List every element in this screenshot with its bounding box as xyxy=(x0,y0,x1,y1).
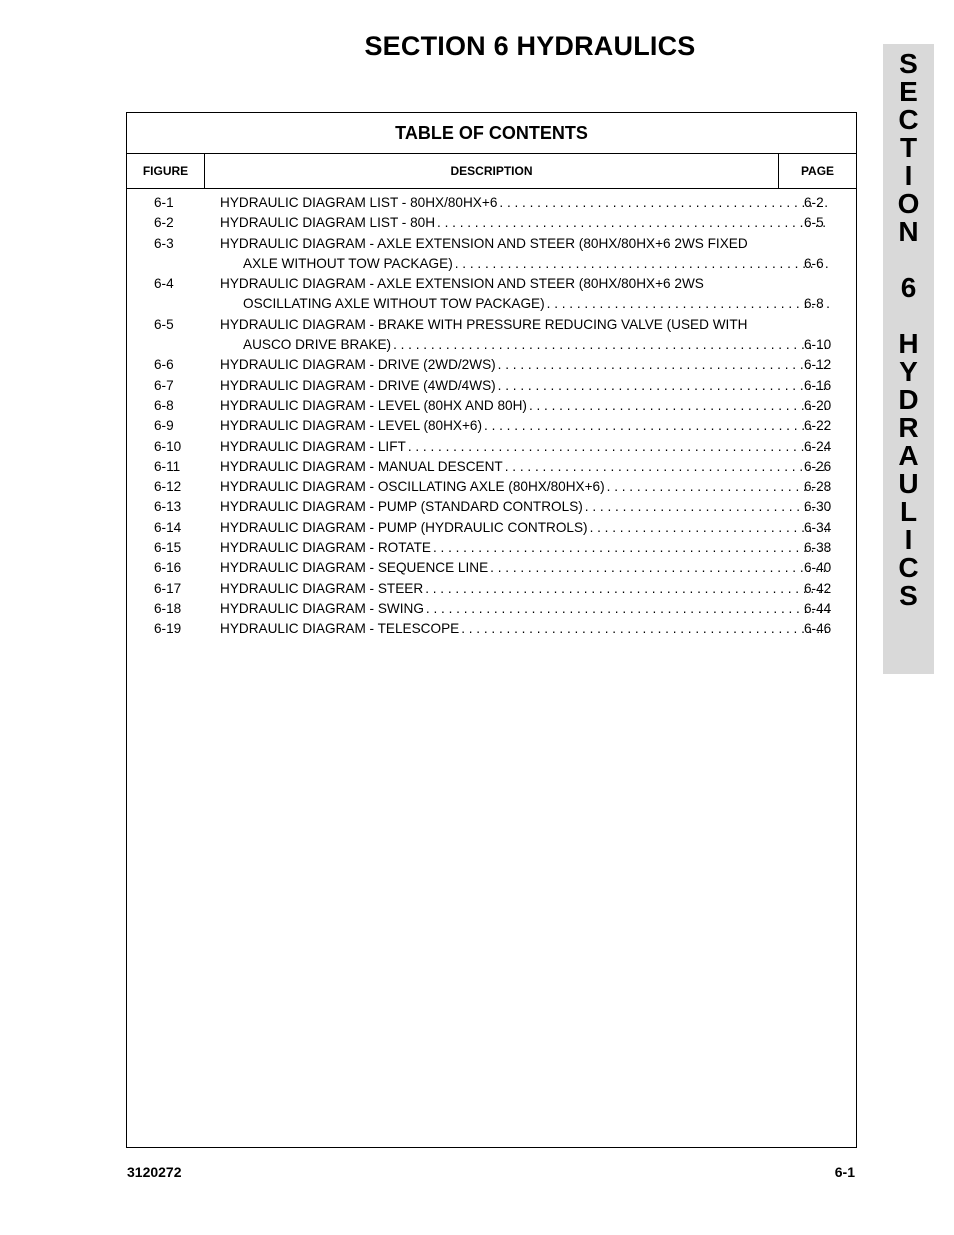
toc-entry-line xyxy=(127,234,856,254)
toc-figure-number: 6-17 xyxy=(154,580,182,596)
toc-entry-line xyxy=(127,497,856,517)
toc-description-text: AXLE WITHOUT TOW PACKAGE) xyxy=(243,255,453,271)
toc-page-number: 6-12 xyxy=(804,357,832,373)
toc-page-number: 6-10 xyxy=(804,337,832,353)
side-tab-letter: T xyxy=(899,132,918,163)
toc-figure-number: 6-4 xyxy=(154,276,174,292)
toc-figure-number: 6-9 xyxy=(154,418,174,434)
toc-description xyxy=(220,558,830,578)
toc-figure-number: 6-19 xyxy=(154,621,182,637)
table-of-contents xyxy=(126,112,857,1148)
toc-description xyxy=(243,335,830,355)
toc-description-text: HYDRAULIC DIAGRAM - PUMP (STANDARD CONTROLS) xyxy=(220,499,583,515)
dot-leader xyxy=(435,213,830,233)
toc-entry-line xyxy=(127,579,856,599)
toc-figure-number: 6-16 xyxy=(154,560,182,576)
side-tab-letter: C xyxy=(898,104,919,135)
toc-entry[interactable] xyxy=(127,457,856,477)
toc-description xyxy=(220,355,830,375)
toc-page-number: 6-30 xyxy=(804,499,832,515)
toc-description xyxy=(243,254,830,274)
toc-entry-line xyxy=(127,558,856,578)
toc-description-text: HYDRAULIC DIAGRAM - SEQUENCE LINE xyxy=(220,560,489,576)
toc-page-number: 6-20 xyxy=(804,397,832,413)
section-side-tab xyxy=(883,44,934,674)
document-number: 3120272 xyxy=(127,1164,182,1180)
toc-description xyxy=(220,579,830,599)
dot-leader xyxy=(588,518,830,538)
column-header-figure: FIGURE xyxy=(127,154,205,188)
side-tab-letter: I xyxy=(904,160,913,191)
toc-entry-line xyxy=(127,315,856,335)
toc-figure-number: 6-18 xyxy=(154,600,182,616)
toc-entry-line xyxy=(127,274,856,294)
dot-leader xyxy=(497,193,830,213)
toc-page-number: 6-6 xyxy=(804,255,824,271)
toc-description xyxy=(220,518,830,538)
column-header-description: DESCRIPTION xyxy=(205,154,779,188)
toc-description-text: HYDRAULIC DIAGRAM - MANUAL DESCENT xyxy=(220,458,503,474)
toc-entry[interactable] xyxy=(127,477,856,497)
dot-leader xyxy=(583,497,830,517)
toc-heading: TABLE OF CONTENTS xyxy=(127,113,856,154)
toc-figure-number: 6-2 xyxy=(154,215,174,231)
toc-description-text: HYDRAULIC DIAGRAM - OSCILLATING AXLE (80HX/80HX+6) xyxy=(220,479,605,495)
toc-description-text: HYDRAULIC DIAGRAM - LEVEL (80HX+6) xyxy=(220,418,483,434)
toc-figure-number: 6-3 xyxy=(154,235,174,251)
toc-entry[interactable] xyxy=(127,376,856,396)
dot-leader xyxy=(488,558,830,578)
dot-leader xyxy=(391,335,830,355)
toc-entry[interactable] xyxy=(127,497,856,517)
dot-leader xyxy=(459,619,830,639)
toc-description-text: HYDRAULIC DIAGRAM - DRIVE (2WD/2WS) xyxy=(220,357,496,373)
side-tab-letter: H xyxy=(898,328,919,359)
dot-leader xyxy=(453,254,830,274)
side-tab-letter: Y xyxy=(899,356,918,387)
toc-description-text: HYDRAULIC DIAGRAM - SWING xyxy=(220,600,424,616)
toc-entry-line xyxy=(127,193,856,213)
toc-description xyxy=(220,599,830,619)
toc-entry[interactable] xyxy=(127,355,856,375)
toc-page-number: 6-26 xyxy=(804,458,832,474)
page-title: SECTION 6 HYDRAULICS xyxy=(364,31,696,61)
toc-entry[interactable] xyxy=(127,274,856,315)
toc-entry-line xyxy=(127,335,856,355)
toc-description xyxy=(220,396,830,416)
side-tab-letter: C xyxy=(898,552,919,583)
toc-figure-number: 6-5 xyxy=(154,316,174,332)
toc-description xyxy=(220,538,830,558)
toc-entry[interactable] xyxy=(127,538,856,558)
toc-description xyxy=(243,294,830,314)
side-tab-letter: I xyxy=(904,524,913,555)
toc-page-number: 6-24 xyxy=(804,438,832,454)
toc-page-number: 6-2 xyxy=(804,195,824,210)
toc-description-text: HYDRAULIC DIAGRAM LIST - 80H xyxy=(220,215,436,231)
toc-page-number: 6-44 xyxy=(804,600,832,616)
toc-page-number: 6-5 xyxy=(804,215,824,231)
toc-entry-line xyxy=(127,416,856,436)
toc-entry[interactable] xyxy=(127,619,856,639)
toc-description-text: HYDRAULIC DIAGRAM - LEVEL (80HX AND 80H) xyxy=(220,397,527,413)
toc-page-number: 6-40 xyxy=(804,560,832,576)
toc-description xyxy=(220,376,830,396)
toc-entry[interactable] xyxy=(127,315,856,356)
toc-description xyxy=(220,193,830,213)
side-tab-letter: S xyxy=(899,580,918,611)
toc-description-text: HYDRAULIC DIAGRAM - TELESCOPE xyxy=(220,621,460,637)
toc-figure-number: 6-13 xyxy=(154,499,182,515)
toc-description xyxy=(220,497,830,517)
dot-leader xyxy=(605,477,830,497)
toc-description: HYDRAULIC DIAGRAM - AXLE EXTENSION AND STEER (80HX/80HX+6 2WS xyxy=(220,276,704,292)
toc-entry[interactable] xyxy=(127,416,856,436)
toc-entry[interactable] xyxy=(127,599,856,619)
dot-leader xyxy=(496,376,830,396)
toc-figure-number: 6-1 xyxy=(154,195,174,210)
toc-description xyxy=(220,437,830,457)
toc-page-number: 6-28 xyxy=(804,479,832,495)
dot-leader xyxy=(503,457,830,477)
dot-leader xyxy=(545,294,830,314)
dot-leader xyxy=(406,437,830,457)
toc-description-text: HYDRAULIC DIAGRAM - STEER xyxy=(220,580,424,596)
toc-page-number: 6-22 xyxy=(804,418,832,434)
toc-page-number: 6-46 xyxy=(804,621,832,637)
toc-description xyxy=(220,477,830,497)
toc-figure-number: 6-11 xyxy=(154,458,181,474)
toc-figure-number: 6-15 xyxy=(154,540,182,556)
dot-leader xyxy=(527,396,830,416)
toc-entry[interactable] xyxy=(127,518,856,538)
toc-description xyxy=(220,457,830,477)
side-tab-letter: A xyxy=(898,440,919,471)
toc-description-text: HYDRAULIC DIAGRAM - DRIVE (4WD/4WS) xyxy=(220,377,496,393)
toc-figure-number: 6-12 xyxy=(154,479,182,495)
toc-entry-line xyxy=(127,437,856,457)
toc-page-number: 6-16 xyxy=(804,377,832,393)
toc-description xyxy=(220,619,830,639)
toc-description-text: HYDRAULIC DIAGRAM - PUMP (HYDRAULIC CONTROLS) xyxy=(220,519,588,535)
toc-entry-line xyxy=(127,477,856,497)
toc-figure-number: 6-6 xyxy=(154,357,174,373)
toc-entry-list xyxy=(127,189,856,640)
toc-entry[interactable] xyxy=(127,558,856,578)
dot-leader xyxy=(496,355,830,375)
dot-leader xyxy=(423,579,830,599)
toc-page-number: 6-42 xyxy=(804,580,832,596)
toc-entry-line xyxy=(127,518,856,538)
toc-entry[interactable] xyxy=(127,437,856,457)
toc-entry-line xyxy=(127,457,856,477)
dot-leader xyxy=(431,538,830,558)
page-number: 6-1 xyxy=(834,1164,855,1180)
toc-entry[interactable] xyxy=(127,213,856,233)
toc-figure-number: 6-10 xyxy=(154,438,182,454)
side-tab-letter: U xyxy=(898,468,919,499)
toc-description-text: HYDRAULIC DIAGRAM - LIFT xyxy=(220,438,406,454)
toc-entry[interactable] xyxy=(127,396,856,416)
toc-figure-number: 6-8 xyxy=(154,397,174,413)
side-tab-letter: N xyxy=(898,216,919,247)
side-tab-letter: O xyxy=(897,188,920,219)
toc-page-number: 6-8 xyxy=(804,296,824,312)
side-tab-letter: R xyxy=(898,412,919,443)
toc-description xyxy=(220,416,830,436)
toc-entry-line xyxy=(127,213,856,233)
toc-figure-number: 6-7 xyxy=(154,377,174,393)
toc-entry[interactable] xyxy=(127,193,856,213)
toc-entry[interactable] xyxy=(127,234,856,275)
toc-column-headers xyxy=(127,154,856,189)
toc-description-text: AUSCO DRIVE BRAKE) xyxy=(243,337,392,353)
side-tab-letters xyxy=(883,50,934,610)
toc-entry-line xyxy=(127,254,856,274)
toc-page-number: 6-38 xyxy=(804,540,832,556)
toc-entry-line xyxy=(127,396,856,416)
toc-entry-line xyxy=(127,376,856,396)
toc-description-text: OSCILLATING AXLE WITHOUT TOW PACKAGE) xyxy=(243,296,545,312)
column-header-page: PAGE xyxy=(800,164,835,178)
toc-entry[interactable] xyxy=(127,579,856,599)
toc-entry-line xyxy=(127,538,856,558)
side-tab-letter: E xyxy=(899,76,918,107)
toc-entry-line xyxy=(127,619,856,639)
toc-entry-line xyxy=(127,599,856,619)
dot-leader xyxy=(482,416,830,436)
toc-description: HYDRAULIC DIAGRAM - AXLE EXTENSION AND STEER (80HX/80HX+6 2WS FIXED xyxy=(220,235,748,251)
toc-figure-number: 6-14 xyxy=(154,519,182,535)
toc-description xyxy=(220,213,830,233)
side-tab-letter: L xyxy=(899,496,918,527)
toc-page-number: 6-34 xyxy=(804,519,832,535)
toc-description: HYDRAULIC DIAGRAM - BRAKE WITH PRESSURE REDUCING VALVE (USED WITH xyxy=(220,316,748,332)
toc-entry-line xyxy=(127,355,856,375)
side-tab-letter: S xyxy=(899,48,918,79)
side-tab-letter: D xyxy=(898,384,919,415)
toc-description-text: HYDRAULIC DIAGRAM - ROTATE xyxy=(220,540,431,556)
dot-leader xyxy=(424,599,830,619)
side-tab-letter: 6 xyxy=(900,272,917,303)
toc-description-text: HYDRAULIC DIAGRAM LIST - 80HX/80HX+6 xyxy=(220,195,498,210)
toc-entry-line xyxy=(127,294,856,314)
